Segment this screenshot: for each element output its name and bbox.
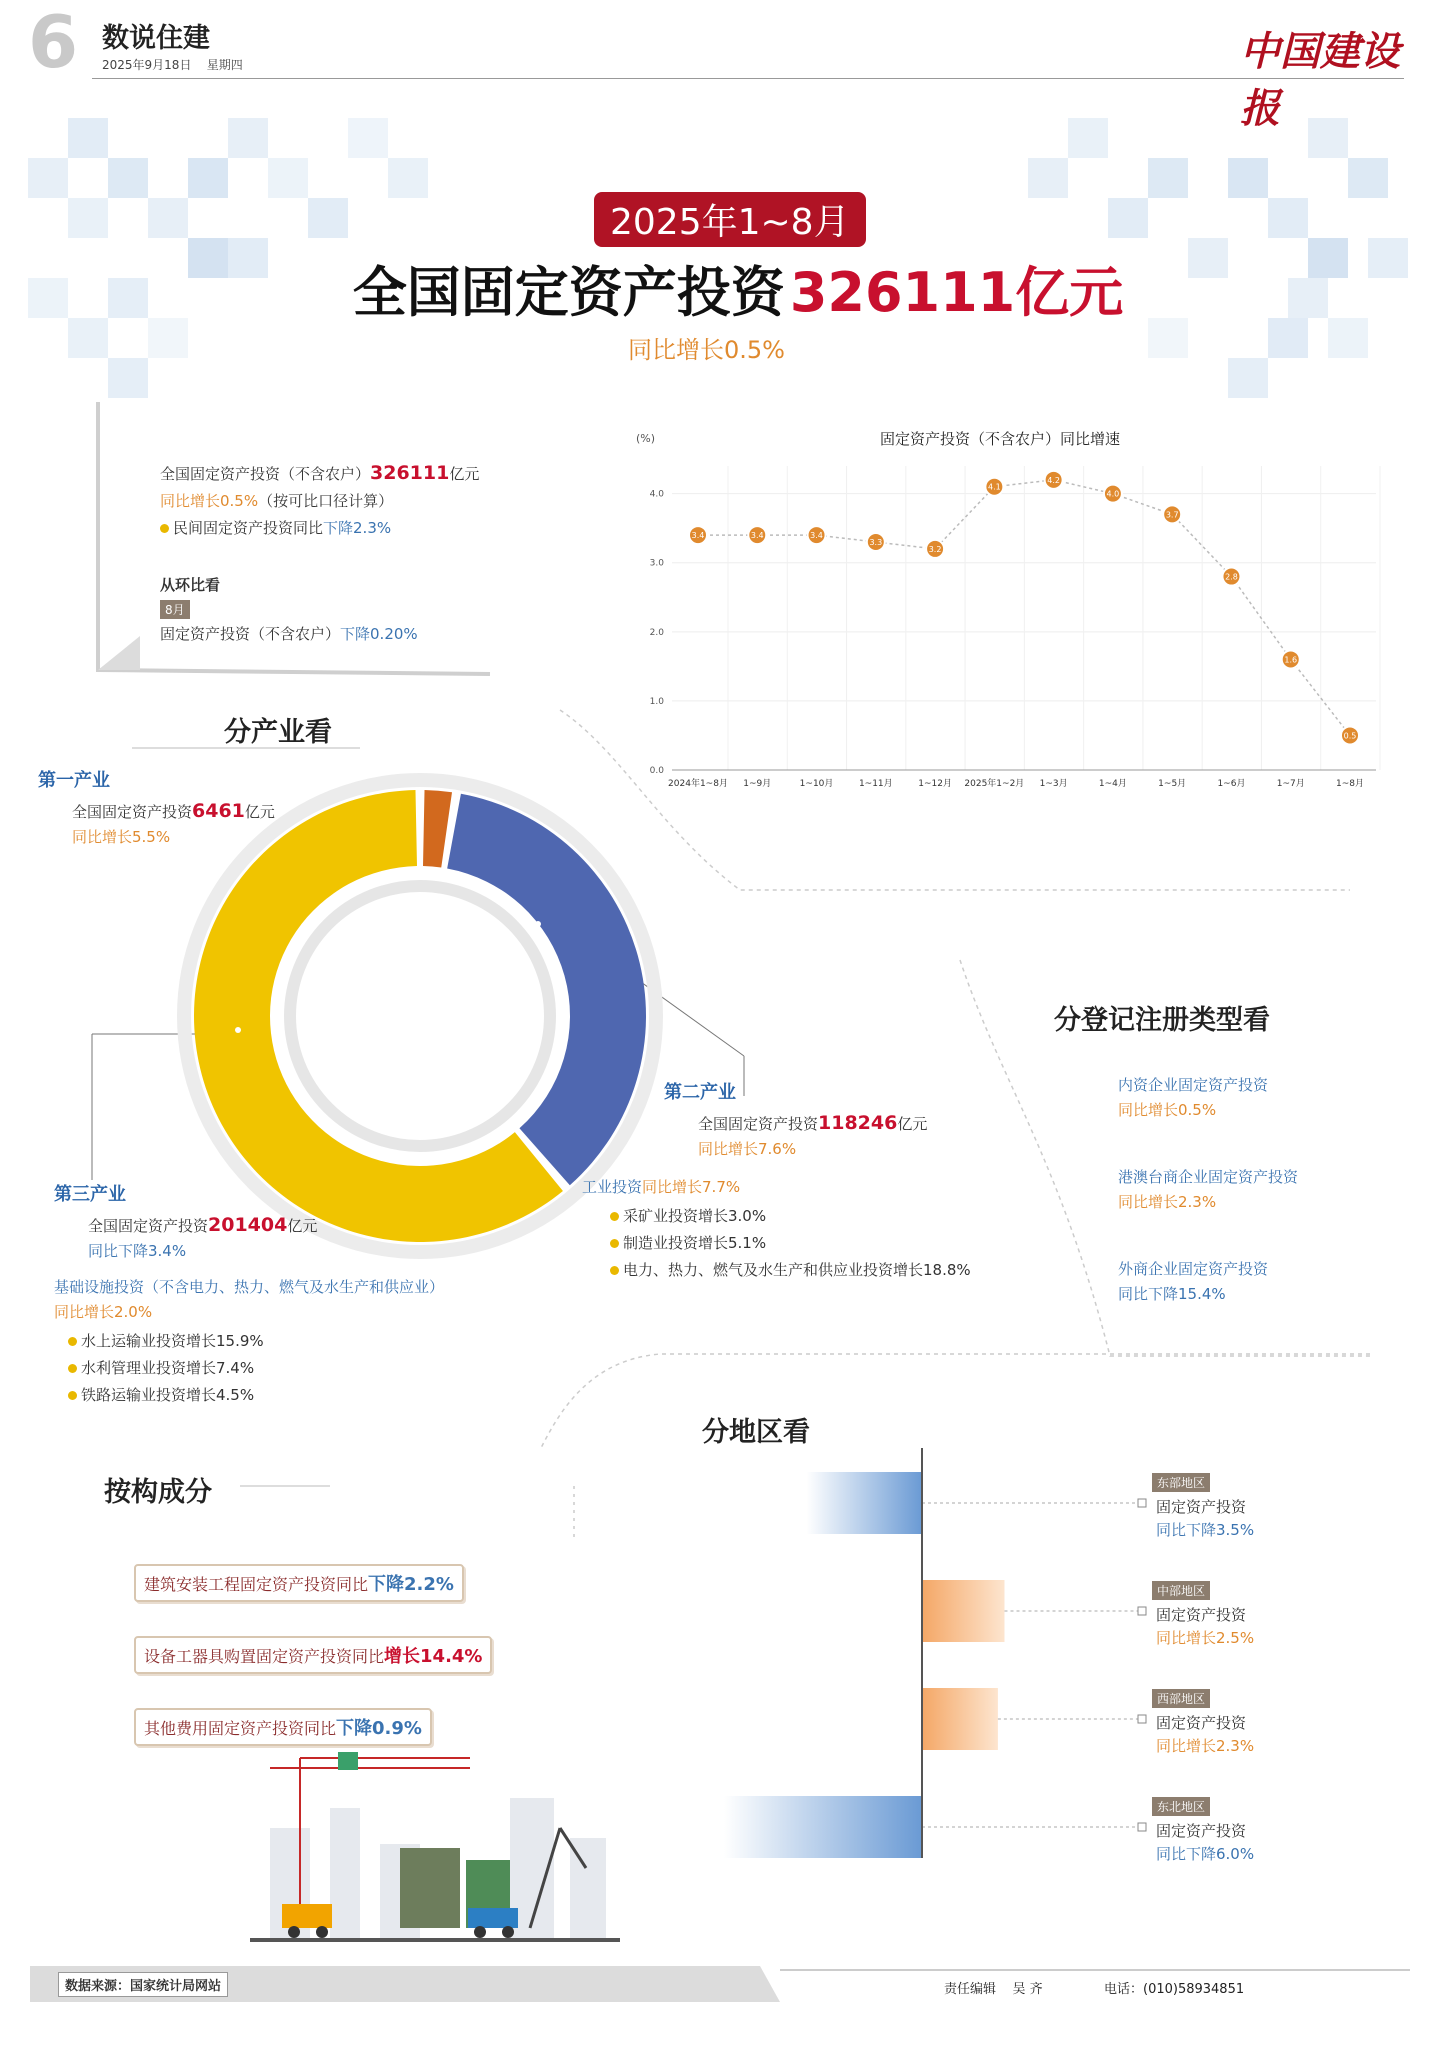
infra-growth: 同比增长2.0% [54, 1303, 153, 1321]
summary-line3 [160, 517, 580, 538]
secondary-name: 第二产业 [664, 1082, 736, 1103]
region-marker [1138, 1499, 1146, 1507]
tertiary-label: 全国固定资产投资 [88, 1217, 209, 1235]
region-tag: 东北地区 [1152, 1797, 1210, 1816]
summary-line1-value: 326111 [370, 462, 450, 484]
tertiary-unit: 亿元 [287, 1217, 318, 1235]
editor-label: 责任编辑 [944, 1982, 997, 1997]
summary-line2-note: （按可比口径计算） [258, 492, 394, 510]
bullet-dot-icon [160, 524, 169, 533]
period-badge: 2025年1~8月 [594, 192, 866, 247]
structure-title: 按构成分 [104, 1477, 212, 1508]
summary-line2 [160, 490, 580, 511]
footer-editor [944, 1978, 1043, 1997]
date-text: 2025年9月18日 [102, 58, 192, 72]
hero-title [328, 250, 1148, 327]
industrial-item [610, 1232, 1102, 1253]
region-bar [922, 1688, 998, 1750]
hero-subtitle: 同比增长0.5% [628, 336, 785, 364]
region-growth: 同比下降6.0% [1156, 1845, 1255, 1863]
data-label: 4.1 [987, 482, 1001, 492]
primary-block [38, 766, 338, 847]
secondary-unit: 亿元 [897, 1115, 928, 1133]
structure-item [134, 1708, 432, 1746]
hero-banner [28, 118, 1408, 398]
mom-label: 固定资产投资（不含农户） [160, 625, 341, 643]
region-bar [807, 1472, 923, 1534]
infra-item-text: 水上运输业投资增长15.9% [81, 1332, 264, 1350]
structure-item-label: 其他费用固定资产投资同比 [144, 1719, 337, 1738]
summary-line3-label: 民间固定资产投资同比 [173, 519, 324, 537]
registration-item-growth: 同比下降15.4% [1118, 1285, 1226, 1303]
region-tag: 中部地区 [1152, 1581, 1210, 1600]
structure-item-value: 下降0.9% [336, 1718, 422, 1739]
x-tick-label: 1~7月 [1276, 779, 1305, 789]
x-tick-label: 1~9月 [743, 779, 772, 789]
region-marker [1138, 1607, 1146, 1615]
hero-title-value: 326111亿元 [789, 261, 1124, 324]
data-label: 3.3 [869, 538, 883, 547]
region-growth: 同比下降3.5% [1156, 1521, 1255, 1539]
secondary-block [664, 1078, 1064, 1159]
infra-label: 基础设施投资（不含电力、热力、燃气及水生产和供应业） [54, 1278, 445, 1296]
data-label: 3.2 [928, 544, 942, 554]
industrial-item-text: 采矿业投资增长3.0% [623, 1207, 767, 1225]
secondary-label: 全国固定资产投资 [698, 1115, 819, 1133]
issue-date [102, 56, 243, 73]
data-label: 2.8 [1225, 572, 1238, 582]
data-source: 数据来源：国家统计局网站 [58, 1972, 228, 1997]
data-label: 0.5 [1343, 731, 1357, 741]
tertiary-block [54, 1180, 474, 1261]
region-bar [724, 1796, 922, 1858]
region-tag: 西部地区 [1152, 1689, 1210, 1708]
tertiary-line [88, 1214, 474, 1236]
page-header [0, 0, 1436, 132]
summary-block [160, 462, 580, 644]
x-tick-label: 1~3月 [1039, 779, 1068, 789]
region-bar [922, 1580, 1005, 1642]
industry-title: 分产业看 [224, 717, 332, 748]
industrial-label: 工业投资 [582, 1178, 643, 1196]
industrial-item [610, 1205, 1102, 1226]
region-marker [1138, 1715, 1146, 1723]
mom-title: 从环比看 [160, 576, 221, 594]
tertiary-name: 第三产业 [54, 1184, 126, 1205]
region-labels [1152, 1472, 1402, 1904]
region-item [1152, 1472, 1402, 1580]
region-label: 固定资产投资 [1156, 1606, 1247, 1624]
structure-item-value: 增长14.4% [384, 1646, 483, 1667]
structure-item [134, 1636, 492, 1674]
structure-item [134, 1564, 464, 1602]
region-growth: 同比增长2.5% [1156, 1629, 1255, 1647]
industrial-item-text: 电力、热力、燃气及水生产和供应业投资增长18.8% [623, 1261, 971, 1279]
region-tag: 东部地区 [1152, 1473, 1210, 1492]
summary-line2-growth: 同比增长0.5% [160, 492, 259, 510]
primary-value: 6461 [192, 800, 245, 822]
industrial-item [610, 1259, 1102, 1280]
x-tick-label: 1~10月 [799, 779, 834, 789]
industrial-line [582, 1176, 1102, 1197]
x-tick-label: 1~6月 [1217, 779, 1246, 789]
region-item [1152, 1688, 1402, 1796]
mom-line [160, 623, 580, 644]
primary-label: 全国固定资产投资 [72, 803, 193, 821]
primary-unit: 亿元 [244, 803, 275, 821]
page-number: 6 [28, 0, 79, 84]
registration-item-growth: 同比增长2.3% [1118, 1193, 1217, 1211]
editor-name: 吴 齐 [1012, 1982, 1043, 1997]
summary-line3-value: 下降2.3% [323, 519, 392, 537]
hero-title-text: 全国固定资产投资 [352, 260, 785, 324]
x-tick-label: 1~8月 [1336, 779, 1364, 789]
y-tick-label: 4.0 [649, 489, 664, 500]
y-tick-label: 3.0 [649, 558, 664, 569]
registration-title: 分登记注册类型看 [1054, 1005, 1270, 1036]
x-tick-label: 2025年1~2月 [964, 779, 1025, 789]
region-title: 分地区看 [702, 1417, 810, 1448]
registration-list [1118, 1074, 1418, 1304]
x-tick-label: 1~5月 [1158, 779, 1187, 789]
data-label: 1.6 [1284, 655, 1298, 665]
header-rule [92, 78, 1404, 79]
summary-line1 [160, 462, 580, 484]
tertiary-growth: 同比下降3.4% [88, 1242, 187, 1260]
infra-item-text: 铁路运输业投资增长4.5% [81, 1386, 255, 1404]
chart-ylabel: (%) [636, 432, 656, 445]
primary-growth: 同比增长5.5% [72, 828, 171, 846]
registration-item-label: 港澳台商企业固定资产投资 [1118, 1168, 1299, 1186]
structure-item-label: 设备工器具购置固定资产投资同比 [144, 1647, 385, 1666]
infra-item-text: 水利管理业投资增长7.4% [81, 1359, 255, 1377]
region-label: 固定资产投资 [1156, 1498, 1247, 1516]
registration-item-growth: 同比增长0.5% [1118, 1101, 1217, 1119]
registration-item [1118, 1258, 1418, 1304]
registration-item-label: 内资企业固定资产投资 [1118, 1076, 1269, 1094]
secondary-growth: 同比增长7.6% [698, 1140, 797, 1158]
data-label: 3.4 [810, 531, 823, 541]
data-label: 3.7 [1165, 510, 1179, 520]
mom-tag-row [160, 599, 580, 619]
region-label: 固定资产投资 [1156, 1714, 1247, 1732]
y-tick-label: 1.0 [649, 696, 664, 707]
region-item [1152, 1796, 1402, 1904]
bullet-dot-icon [610, 1239, 619, 1248]
mom-tag: 8月 [160, 600, 190, 619]
structure-item-label: 建筑安装工程固定资产投资同比 [144, 1575, 369, 1594]
footer-phone: 电话：(010)58934851 [1104, 1982, 1245, 1997]
secondary-line [698, 1112, 1064, 1134]
x-tick-label: 2024年1~8月 [668, 779, 728, 789]
y-tick-label: 0.0 [649, 766, 664, 776]
primary-line [72, 800, 338, 822]
industrial-growth: 同比增长7.7% [642, 1178, 741, 1196]
registration-item [1118, 1166, 1418, 1212]
line-chart [636, 430, 1396, 800]
chart-title: 固定资产投资（不含农户）同比增速 [880, 430, 1121, 448]
region-item [1152, 1580, 1402, 1688]
x-tick-label: 1~11月 [858, 779, 893, 789]
tertiary-value: 201404 [208, 1214, 288, 1236]
weekday-text: 星期四 [206, 58, 243, 72]
registration-item-label: 外商企业固定资产投资 [1118, 1260, 1269, 1278]
bullet-dot-icon [610, 1266, 619, 1275]
section-name: 数说住建 [102, 23, 210, 54]
region-marker [1138, 1823, 1146, 1831]
x-tick-label: 1~12月 [918, 779, 952, 789]
data-label: 4.2 [1047, 475, 1061, 485]
summary-line1-label: 全国固定资产投资（不含农户） [160, 465, 371, 483]
mom-value: 下降0.20% [340, 625, 418, 643]
secondary-value: 118246 [818, 1112, 898, 1134]
region-growth: 同比增长2.3% [1156, 1737, 1255, 1755]
x-tick-label: 1~4月 [1098, 779, 1127, 789]
y-tick-label: 2.0 [649, 627, 664, 638]
registration-item [1118, 1074, 1418, 1120]
masthead-logo: 中国建设报 [1240, 28, 1400, 132]
leader-dot [235, 1027, 241, 1033]
donut-slice-primary [423, 790, 452, 867]
bullet-dot-icon [610, 1212, 619, 1221]
summary-line1-unit: 亿元 [449, 465, 480, 483]
donut-inner-ring [290, 886, 550, 1146]
data-label: 4.0 [1106, 489, 1120, 499]
construction-illustration [230, 1748, 630, 1948]
structure-item-value: 下降2.2% [368, 1574, 454, 1595]
industrial-block [582, 1176, 1102, 1286]
data-label: 3.4 [691, 531, 705, 541]
industrial-item-text: 制造业投资增长5.1% [623, 1234, 767, 1252]
region-label: 固定资产投资 [1156, 1822, 1247, 1840]
leader-dot [535, 921, 541, 927]
primary-name: 第一产业 [38, 770, 110, 791]
data-label: 3.4 [750, 531, 764, 541]
